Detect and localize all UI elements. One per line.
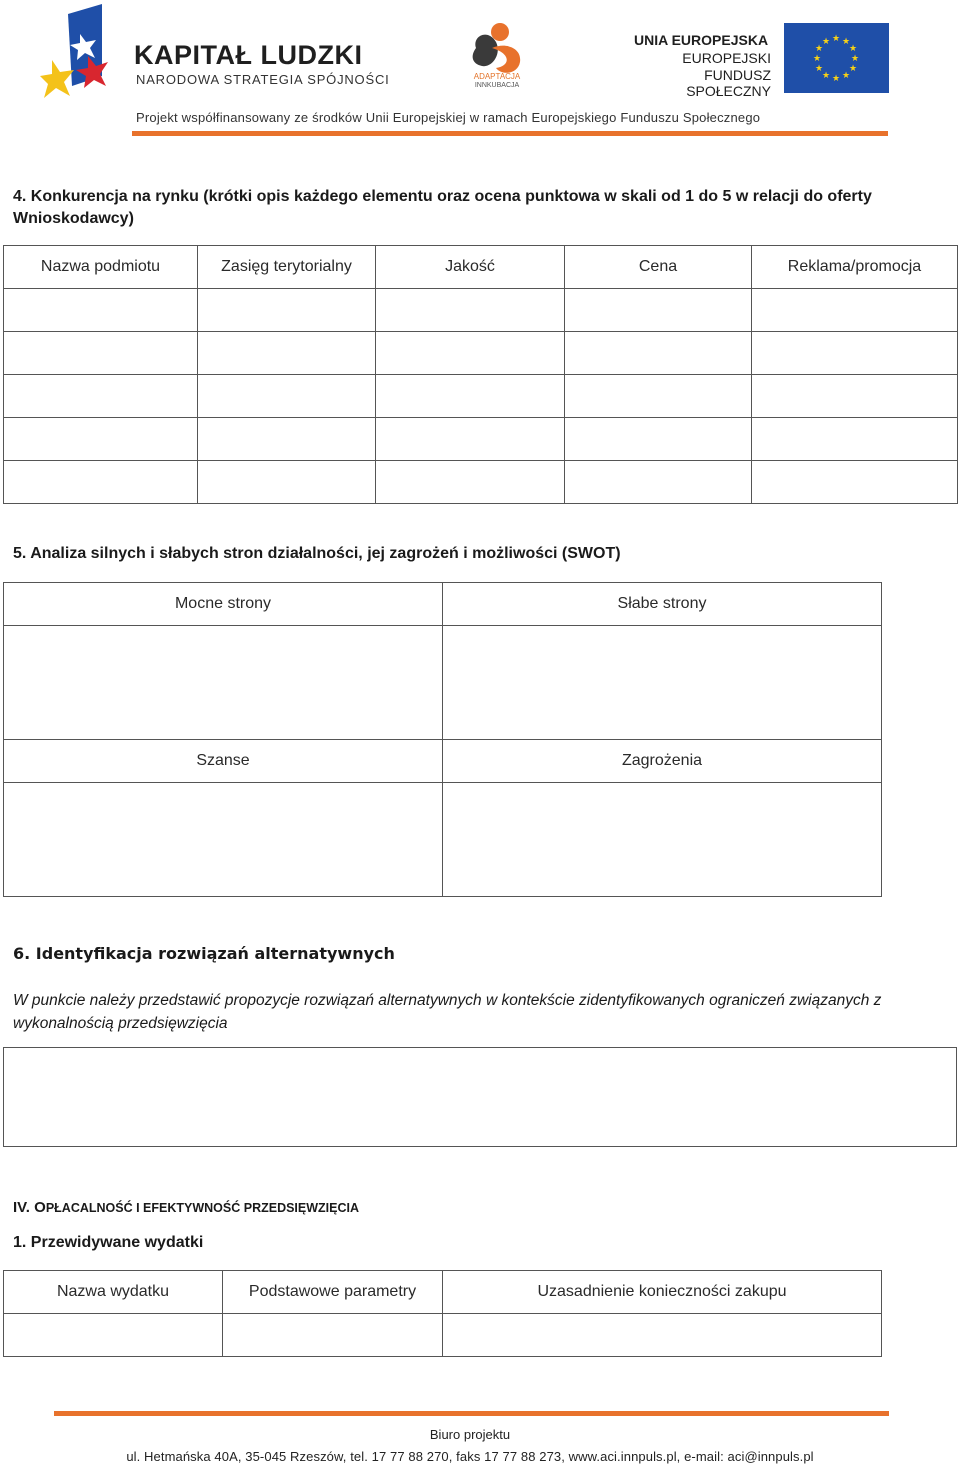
table-cell[interactable]: [565, 332, 752, 375]
page-header: [0, 0, 960, 140]
footer-office-label: Biuro projektu: [429, 1427, 511, 1442]
expenses-table: [3, 1270, 882, 1357]
table-cell[interactable]: [198, 289, 376, 332]
table-cell[interactable]: [752, 332, 958, 375]
column-header: Zasięg terytorialny: [198, 246, 376, 289]
section-6-description: W punkcie należy przedstawić propozycje rozwiązań alternatywnych w kontekście zidentyfikowanych ograniczeń związanych z wykonalnością przedsięwzięcia: [13, 992, 882, 1032]
weaknesses-field[interactable]: [443, 626, 882, 740]
ue-label-line3: FUNDUSZ SPOŁECZNY: [686, 67, 771, 99]
table-cell[interactable]: [565, 418, 752, 461]
section-5-heading: 5. Analiza silnych i słabych stron działalności, jej zagrożeń i możliwości (SWOT): [13, 545, 621, 562]
swot-input-row: [4, 783, 882, 897]
opportunities-field[interactable]: [4, 783, 443, 897]
svg-text:★: ★: [850, 54, 860, 64]
weaknesses-label: Słabe strony: [443, 583, 882, 626]
table-cell[interactable]: [198, 332, 376, 375]
project-cofinancing-note: Projekt współfinansowany ze środków Unii Europejskiej w ramach Europejskiego Funduszu Społecznego: [136, 110, 761, 125]
svg-text:★: ★: [848, 64, 858, 74]
swot-label-row: [4, 583, 882, 626]
competition-table: [3, 245, 958, 504]
section-4-heading: 4. Konkurencja na rynku (krótki opis każdego elementu oraz ocena punktowa w skali od 1 do 5 w relacji do oferty Wnioskodawcy): [13, 188, 872, 227]
column-header: Podstawowe parametry: [223, 1271, 443, 1314]
table-row: [4, 461, 958, 504]
table-cell[interactable]: [376, 289, 565, 332]
strengths-label: Mocne strony: [4, 583, 443, 626]
eu-flag-icon: [784, 23, 889, 93]
table-cell[interactable]: [198, 375, 376, 418]
innkubacja-label: INNKUBACJA: [474, 82, 520, 89]
table-row: [4, 418, 958, 461]
table-cell[interactable]: [565, 375, 752, 418]
section-iv-title: PŁACALNOŚĆ I EFEKTYWNOŚĆ PRZEDSIĘWZIĘCIA: [45, 1201, 360, 1215]
svg-text:★: ★: [831, 34, 841, 44]
footer-accent-bar: [54, 1411, 889, 1416]
table-cell[interactable]: [4, 418, 198, 461]
footer-address: ul. Hetmańska 40A, 35-045 Rzeszów, tel. 17 77 88 270, faks 17 77 88 273, www.aci.innpuls.pl, e-mail: aci@innpuls.pl: [126, 1449, 814, 1464]
svg-text:★: ★: [841, 71, 851, 81]
svg-text:★: ★: [821, 37, 831, 47]
svg-text:★: ★: [841, 37, 851, 47]
swot-table: [3, 582, 882, 897]
strengths-field[interactable]: [4, 626, 443, 740]
svg-text:★: ★: [812, 54, 822, 64]
opportunities-label: Szanse: [4, 740, 443, 783]
svg-text:★: ★: [831, 74, 841, 84]
section-iv-roman: IV. O: [13, 1199, 46, 1216]
table-cell[interactable]: [752, 461, 958, 504]
section-iv-heading: [13, 1199, 359, 1216]
table-row: [4, 375, 958, 418]
table-row: [4, 332, 958, 375]
adaptacja-label: ADAPTACJA: [473, 72, 521, 81]
table-row: [4, 1048, 957, 1147]
table-cell[interactable]: [4, 332, 198, 375]
table-cell[interactable]: [752, 418, 958, 461]
threats-field[interactable]: [443, 783, 882, 897]
column-header: Cena: [565, 246, 752, 289]
table-cell[interactable]: [376, 332, 565, 375]
header-accent-bar: [132, 131, 888, 136]
table-row: [4, 289, 958, 332]
expenses-heading: 1. Przewidywane wydatki: [13, 1234, 204, 1251]
column-header: Nazwa wydatku: [4, 1271, 223, 1314]
table-row: [4, 1314, 882, 1357]
alternatives-table: [3, 1047, 957, 1147]
table-cell[interactable]: [376, 375, 565, 418]
table-cell[interactable]: [376, 418, 565, 461]
column-header: Uzasadnienie konieczności zakupu: [443, 1271, 882, 1314]
svg-text:★: ★: [821, 71, 831, 81]
swot-input-row: [4, 626, 882, 740]
column-header: Nazwa podmiotu: [4, 246, 198, 289]
svg-text:★: ★: [814, 44, 824, 54]
table-cell[interactable]: [4, 461, 198, 504]
table-header-row: [4, 246, 958, 289]
table-cell[interactable]: [4, 289, 198, 332]
section-6-heading: 6. Identyfikacja rozwiązań alternatywnych: [13, 944, 395, 963]
table-header-row: [4, 1271, 882, 1314]
table-cell[interactable]: [4, 375, 198, 418]
svg-text:★: ★: [848, 44, 858, 54]
table-cell[interactable]: [223, 1314, 443, 1357]
kapital-ludzki-title: KAPITAŁ LUDZKI: [134, 40, 363, 70]
table-cell[interactable]: [752, 375, 958, 418]
table-cell[interactable]: [4, 1314, 223, 1357]
table-cell[interactable]: [376, 461, 565, 504]
table-cell[interactable]: [198, 461, 376, 504]
alternatives-field[interactable]: [4, 1048, 957, 1147]
table-cell[interactable]: [752, 289, 958, 332]
kapital-ludzki-star-logo: [40, 4, 120, 114]
threats-label: Zagrożenia: [443, 740, 882, 783]
table-cell[interactable]: [443, 1314, 882, 1357]
table-cell[interactable]: [198, 418, 376, 461]
table-cell[interactable]: [565, 289, 752, 332]
kapital-ludzki-subtitle: NARODOWA STRATEGIA SPÓJNOŚCI: [136, 72, 390, 87]
svg-text:★: ★: [814, 64, 824, 74]
ue-label-line1: UNIA EUROPEJSKA: [634, 32, 769, 48]
column-header: Jakość: [376, 246, 565, 289]
swot-label-row: [4, 740, 882, 783]
column-header: Reklama/promocja: [752, 246, 958, 289]
ue-label-line2: EUROPEJSKI: [682, 50, 771, 66]
table-cell[interactable]: [565, 461, 752, 504]
